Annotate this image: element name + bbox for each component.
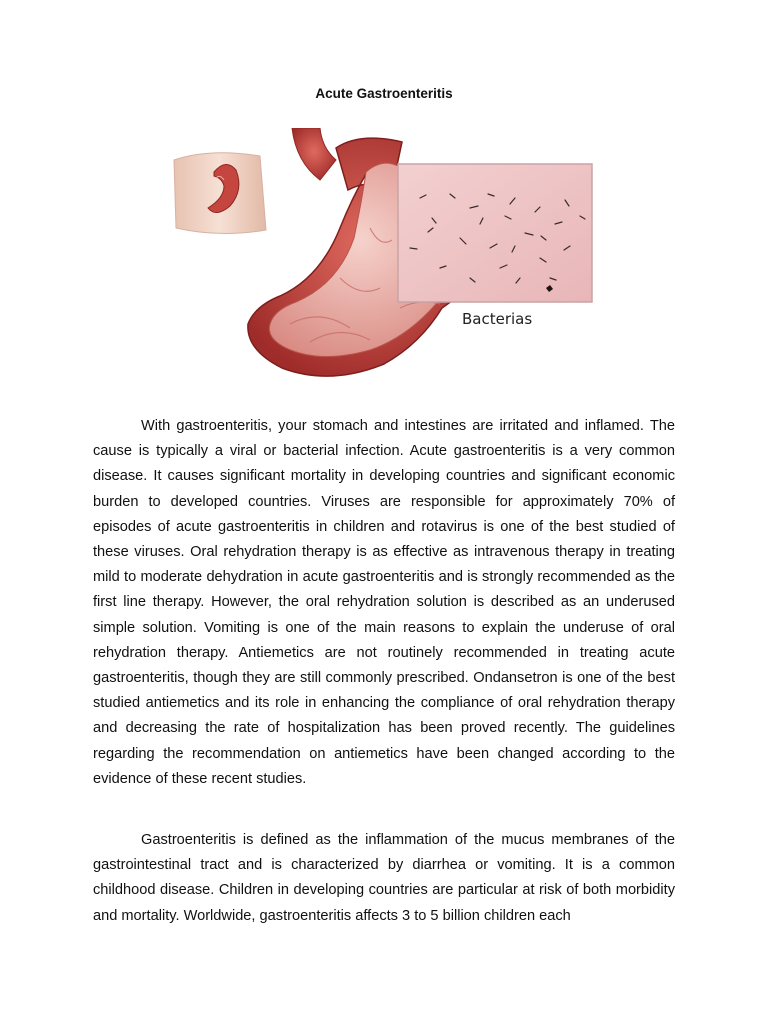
bacterias-label: Bacterias xyxy=(462,310,533,328)
paragraph-2-text: Gastroenteritis is defined as the inflammation of the mucus membranes of the gastrointestinal tract and is characterized by diarrhea or vomiting. It is a common childhood disease. Children in developing countries are particular at risk of both morbidity and mortality. Worldwide, gastroenteritis affects 3 to 5 billion children each xyxy=(93,832,675,924)
paragraph-2 xyxy=(93,828,675,929)
stomach-illustration xyxy=(170,128,610,390)
paragraph-1 xyxy=(93,414,675,792)
stomach-illustration-svg xyxy=(170,128,610,390)
bacteria-micrograph xyxy=(398,164,592,302)
paragraph-1-text: With gastroenteritis, your stomach and intestines are irritated and inflamed. The cause is typically a viral or bacterial infection. Acute gastroenteritis is a very common disease. It causes significant mortality in developing countries and significant economic burden to developed countries. Viruses are responsible for approximately 70% of episodes of acute gastroenteritis in children and rotavirus is one of the best studied of these viruses. Oral rehydration therapy is as effective as intravenous therapy in treating mild to moderate dehydration in acute gastroenteritis and is strongly recommended as the first line therapy. However, the oral rehydration solution is described as an underused simple solution. Vomiting is one of the main reasons to explain the underuse of oral rehydration therapy. Antiemetics are not routinely recommended in treating acute gastroenteritis, though they are still commonly prescribed. Ondansetron is one of the best studied antiemetics and its role in enhancing the compliance of oral rehydration therapy and decreasing the rate of hospitalization has been proved recently. The guidelines regarding the recommendation on antiemetics have been changed according to the evidence of these recent studies. xyxy=(93,418,675,787)
torso-inset xyxy=(174,153,266,234)
page-title: Acute Gastroenteritis xyxy=(315,86,453,101)
